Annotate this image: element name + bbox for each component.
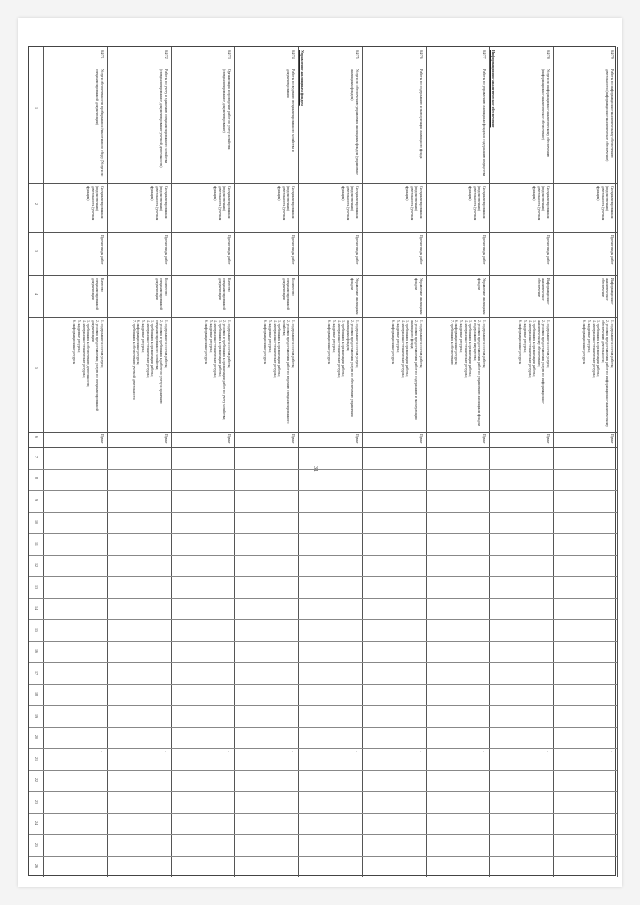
row-name: Работы по ведению специализированного хозяйства и документирования bbox=[286, 69, 296, 152]
row-content: 1. содержание и состав работы; 2. условия предоставления работ по информационно-аналитическому обеспечению деятельности; 3. требования к организации работы; 4. материально-технические ресурсы; 5. кадровые ресурсы; 6. информационные ресурсы bbox=[582, 320, 614, 427]
column-divider bbox=[29, 432, 617, 433]
row-divider bbox=[426, 47, 427, 877]
numeric-column-divider bbox=[29, 555, 617, 556]
row-content: 1. содержание и состав работы; 2. условия и требования к работе по учету и хранению специализированного хозяйства; 3. требования к организации работы; 4. материально-технические ресурсы; 5. кадровые ресурсы; 6. информационные ресурсы; 7. требования к обеспечению учетной деятельности bbox=[131, 320, 168, 404]
document-sheet bbox=[18, 18, 622, 887]
row-divider bbox=[298, 47, 299, 877]
column-number: 23 bbox=[34, 799, 39, 804]
row-mark: . bbox=[227, 751, 232, 752]
row-code: 04/78 bbox=[546, 50, 551, 59]
row-measure: Пункт bbox=[482, 434, 487, 444]
row-code: 04/76 bbox=[418, 50, 423, 59]
row-divider bbox=[553, 47, 554, 877]
row-mark: . bbox=[354, 751, 359, 752]
row-name: Работы по информационно-аналитическому обеспечению деятельности (информационно-аналитическое обеспечение) bbox=[605, 69, 614, 162]
row-category: Управление жилищным фондом bbox=[350, 278, 359, 315]
row-divider bbox=[107, 47, 108, 877]
column-number: 18 bbox=[34, 692, 39, 697]
row-divider bbox=[489, 47, 490, 877]
row-measure: Пункт bbox=[163, 434, 168, 444]
column-number: 8 bbox=[34, 477, 39, 480]
row-content: 1. содержание и состав работы; 2. условия предоставления работ по управлению жилищным фондом и содержанию имущества; 3. требования к организации работы; 4. материально-технические ресурсы; 5. кадровые ресурсы; 6. информационные ресурсы; 7. требования к обеспечению bbox=[450, 320, 487, 426]
numeric-column-divider bbox=[29, 813, 617, 814]
row-type: Специализированная (ведомственная) деятельность (учетная функция) bbox=[404, 186, 423, 221]
column-divider bbox=[29, 317, 617, 318]
row-mark: . bbox=[163, 751, 168, 752]
row-type: Специализированная (ведомственная) деятельность (учетная функция) bbox=[341, 186, 359, 221]
row-code: 04/77 bbox=[482, 50, 487, 59]
row-mark: . bbox=[99, 751, 104, 752]
row-scope: Прочие виды работ bbox=[610, 235, 614, 265]
column-number: 4 bbox=[34, 293, 39, 295]
row-scope: Прочие виды работ bbox=[291, 235, 296, 265]
numeric-column-divider bbox=[29, 662, 617, 663]
classifier-table bbox=[28, 46, 616, 876]
column-number: 14 bbox=[34, 606, 39, 611]
column-number: 5 bbox=[34, 367, 39, 369]
column-number: 2 bbox=[34, 203, 39, 205]
row-scope: Прочие виды работ bbox=[163, 235, 168, 265]
numeric-column-divider bbox=[29, 705, 617, 706]
row-category: Количество специализированной документации bbox=[154, 278, 168, 311]
column-divider bbox=[29, 447, 617, 448]
row-divider bbox=[362, 47, 363, 877]
row-type: Специализированная (ведомственная) деятельность (учетная функция) bbox=[468, 186, 487, 221]
numeric-column-divider bbox=[29, 791, 617, 792]
numeric-column-divider bbox=[29, 748, 617, 749]
row-content: 1. содержание и состав услуги; 2. условия предоставления услуги по информационно-аналитическому обеспечению; 3. требования к организации работы; 4. материально-технические ресурсы; 5. кадровые ресурсы; 6. информационные ресурсы bbox=[518, 320, 551, 404]
row-code: 04/79 bbox=[610, 50, 614, 59]
numeric-column-divider bbox=[29, 469, 617, 470]
row-divider bbox=[234, 47, 235, 877]
row-scope: Прочие виды работ bbox=[546, 235, 551, 265]
numeric-column-divider bbox=[29, 684, 617, 685]
row-code: 04/72 bbox=[163, 50, 168, 59]
column-number: 20 bbox=[34, 735, 39, 740]
column-divider bbox=[29, 275, 617, 276]
column-number: 6 bbox=[34, 436, 39, 438]
row-mark: . bbox=[546, 751, 551, 752]
row-scope: Прочие виды работ bbox=[227, 235, 232, 265]
row-divider bbox=[617, 47, 618, 877]
section-title: Информационно-аналитическое обеспечение bbox=[491, 50, 496, 128]
column-number: 1 bbox=[34, 107, 39, 109]
row-code: 04/71 bbox=[99, 50, 104, 59]
row-name: Организация и проведение работ по учету хозяйства (специализированное документирование) bbox=[222, 69, 232, 150]
row-category: Количество специализированной документации bbox=[281, 278, 296, 311]
row-type: Специализированная (ведомственная) деятельность (учетная функция) bbox=[277, 186, 296, 221]
row-mark: . bbox=[610, 751, 614, 752]
row-measure: Пункт bbox=[610, 434, 614, 444]
row-mark: . bbox=[482, 751, 487, 752]
page-number: 31 bbox=[312, 466, 318, 472]
row-divider bbox=[171, 47, 172, 877]
numeric-column-divider bbox=[29, 619, 617, 620]
row-name: Услуги по обеспечению управления жилищным фондом (управление жилищным фондом) bbox=[350, 69, 359, 175]
row-divider bbox=[43, 47, 44, 877]
column-number: 21 bbox=[34, 756, 39, 761]
row-type: Специализированная (ведомственная) деятельность (учетная функция) bbox=[213, 186, 232, 221]
column-number: 16 bbox=[34, 649, 39, 654]
row-measure: Пункт bbox=[546, 434, 551, 444]
column-number: 11 bbox=[34, 541, 39, 546]
row-name: Работы по управлению жилищным фондом и содержанию имущества bbox=[482, 69, 487, 177]
row-mark: . bbox=[418, 751, 423, 752]
column-number: 12 bbox=[34, 563, 39, 568]
column-number: 22 bbox=[34, 778, 39, 783]
numeric-column-divider bbox=[29, 856, 617, 857]
numeric-column-divider bbox=[29, 834, 617, 835]
numeric-column-divider bbox=[29, 770, 617, 771]
row-type: Специализированная (ведомственная) деятельность (учетная функция) bbox=[85, 186, 104, 221]
column-divider bbox=[29, 232, 617, 233]
row-content: 1. содержание и состав услуги; 2. условия предоставления услуги по обеспечению управления жилищным фондом; 3. требования к организации работы; 4. материально-технические ресурсы; 5. кадровые ресурсы; 6. информационные ресурсы bbox=[327, 320, 359, 417]
row-scope: Прочие виды работ bbox=[99, 235, 104, 265]
column-divider bbox=[29, 183, 617, 184]
column-number: 19 bbox=[34, 713, 39, 718]
numeric-column-divider bbox=[29, 533, 617, 534]
row-scope: Прочие виды работ bbox=[418, 235, 423, 265]
row-name: Услуги обеспеченности пробирками и ёмкостями по сбору (Услуги по специализированной документации) bbox=[95, 69, 104, 177]
column-number: 26 bbox=[34, 864, 39, 869]
numeric-column-divider bbox=[29, 598, 617, 599]
row-category: Качество специализированной документации bbox=[90, 278, 104, 311]
row-category: Управление жилищным фондом bbox=[477, 278, 487, 315]
numeric-column-divider bbox=[29, 727, 617, 728]
row-category: Качество специализированной документации bbox=[218, 278, 232, 311]
numeric-column-divider bbox=[29, 512, 617, 513]
column-number: 7 bbox=[34, 455, 39, 458]
numeric-column-divider bbox=[29, 490, 617, 491]
section-title: Управление жилищным фондом bbox=[300, 50, 305, 106]
row-scope: Прочие виды работ bbox=[354, 235, 359, 265]
row-scope: Прочие виды работ bbox=[482, 235, 487, 265]
row-code: 04/73 bbox=[227, 50, 232, 59]
numeric-column-divider bbox=[29, 641, 617, 642]
row-content: 1. содержание и состав работы; 2. условия предоставления работ по содержанию и эксплуатации жилищного фонда; 3. требования к организации работы; 4. материально-технические ресурсы; 5. кадровые ресурсы; 6. информационные ресурсы bbox=[391, 320, 423, 420]
row-code: 04/74 bbox=[291, 50, 296, 59]
row-code: 04/75 bbox=[354, 50, 359, 59]
row-measure: Пункт bbox=[291, 434, 296, 444]
column-number: 17 bbox=[34, 670, 39, 675]
row-type: Специализированная (ведомственная) деятельность (учетная функция) bbox=[149, 186, 168, 221]
column-number: 24 bbox=[34, 821, 39, 826]
row-category: Управление жилищным фондом bbox=[414, 278, 423, 315]
row-category: Информационно-аналитическое обеспечение bbox=[537, 278, 551, 305]
column-number: 25 bbox=[34, 842, 39, 847]
row-name: Услуги по информационно-аналитическому обеспечению (информационно-аналитическое обеспечение) bbox=[541, 69, 551, 158]
row-type: Специализированная (ведомственная) деятельность (учетная функция) bbox=[596, 186, 614, 221]
row-type: Специализированная (ведомственная) деятельность (учетная функция) bbox=[532, 186, 551, 221]
row-mark: . bbox=[291, 751, 296, 752]
row-content: 1. содержание и состав работы; 2. условия предоставления работ по ведению специализированного хозяйства; 3. требования к организации работы; 4. материально-технические ресурсы; 5. кадровые ресурсы; 6. информационные ресурсы bbox=[263, 320, 296, 424]
row-measure: Пункт bbox=[354, 434, 359, 444]
column-number: 10 bbox=[34, 520, 39, 525]
row-measure: Пункт bbox=[227, 434, 232, 444]
row-measure: Пункт bbox=[418, 434, 423, 444]
column-number: 13 bbox=[34, 584, 39, 589]
row-content: 1. содержание и состав работы; 2. условия и требования к организации работ по учету хозяйства; 3. требования к организации работы; 4. материально-технические ресурсы; 5. кадровые ресурсы; 6. информационные ресурсы bbox=[204, 320, 232, 421]
row-name: Работы по содержанию и эксплуатации жилищного фонда bbox=[418, 69, 423, 159]
column-number: 15 bbox=[34, 627, 39, 632]
numeric-column-divider bbox=[29, 576, 617, 577]
column-number: 3 bbox=[34, 250, 39, 252]
row-category: Информационно-аналитическое обеспечение bbox=[600, 278, 614, 305]
row-name: Работы по учету и хранению специализированного хозяйства (специализированное документирование учетной деятельности) bbox=[158, 69, 168, 168]
row-measure: Пункт bbox=[99, 434, 104, 444]
column-number: 9 bbox=[34, 498, 39, 501]
row-content: 1. содержание и состав услуги; 2. условия предоставления; услуги по специализированной документации 3. требования к обеспечению деятельности; 4. материально-технические ресурсы; 5. кадровые ресурсы; 6. информационные ресурсы bbox=[72, 320, 104, 411]
